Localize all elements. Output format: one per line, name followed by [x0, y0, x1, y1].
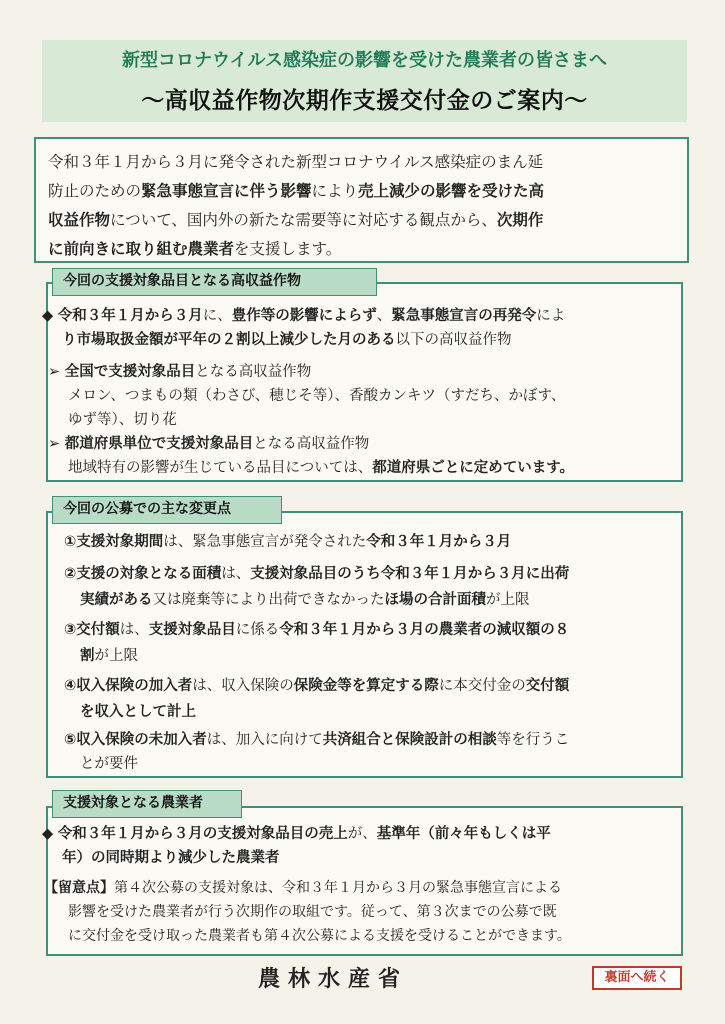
prefectural-items-note: 地域特有の影響が生じている品目については、都道府県ごとに定めています。: [68, 460, 575, 476]
intro-line-1: 令和３年１月から３月に発令された新型コロナウイルス感染症のまん延: [48, 153, 544, 171]
changes-section: [46, 511, 683, 778]
eligible-farmers-condition: ◆ 令和３年１月から３月の支援対象品目の売上が、基準年（前々年もしくは平: [42, 826, 551, 842]
prefectural-items: ➢ 都道府県単位で支援対象品目となる高収益作物: [48, 436, 370, 452]
change-item-4-cont: を収入として計上: [80, 704, 196, 720]
eligible-farmers-section: [42, 806, 683, 956]
header-title: ～高収益作物次期作支援交付金のご案内～: [141, 88, 588, 114]
eligible-farmers-title: 支援対象となる農業者: [52, 790, 242, 818]
arrow-icon: ➢: [48, 436, 61, 452]
intro-line-4: に前向きに取り組む農業者を支援します。: [48, 240, 342, 258]
intro-line-2: 防止のための緊急事態宣言に伴う影響により売上減少の影響を受けた高: [48, 182, 545, 200]
target-crops-condition-2: り市場取扱金額が平年の２割以上減少した月のある以下の高収益作物: [62, 332, 512, 348]
target-crops-condition: ◆ 令和３年１月から３月に、豊作等の影響によらず、緊急事態宣言の再発令によ: [42, 308, 566, 324]
note-line-3: に交付金を受け取った農業者も第４次公募による支援を受けることができます。: [68, 928, 571, 944]
header-subtitle: 新型コロナウイルス感染症の影響を受けた農業者の皆さまへ: [122, 50, 607, 71]
change-item-1: ①支援対象期間は、緊急事態宣言が発令された令和３年１月から３月: [64, 534, 512, 550]
eligible-farmers-condition-2: 年）の同時期より減少した農業者: [62, 850, 280, 866]
changes-title: 今回の公募での主な変更点: [52, 496, 282, 524]
change-item-3: ③交付額は、支援対象品目に係る令和３年１月から３月の農業者の減収額の８: [64, 622, 570, 638]
nationwide-items-list-2: ゆず等）、切り花: [68, 412, 177, 428]
arrow-icon: ➢: [48, 364, 61, 380]
change-item-2-cont: 実績がある又は廃棄等により出荷できなかったほ場の合計面積が上限: [80, 592, 530, 608]
note-line-2: 影響を受けた農業者が行う次期作の取組です。従って、第３次までの公募で既: [68, 904, 557, 920]
target-crops-section: [42, 282, 683, 482]
ministry-name: 農林水産省: [258, 967, 409, 992]
change-item-4: ④収入保険の加入者は、収入保険の保険金等を算定する際に本交付金の交付額: [64, 678, 570, 694]
header-banner: [42, 40, 687, 122]
note-line-1: 【留意点】第４次公募の支援対象は、令和３年１月から３月の緊急事態宣言による: [44, 880, 562, 896]
nationwide-items: ➢ 全国で支援対象品目となる高収益作物: [48, 364, 312, 380]
change-item-5-cont: とが要件: [80, 756, 138, 772]
continue-on-back-badge: 裏面へ続く: [592, 966, 682, 990]
change-item-3-cont: 割が上限: [80, 648, 138, 664]
target-crops-title: 今回の支援対象品目となる高収益作物: [52, 268, 377, 296]
intro-line-3: 収益作物について、国内外の新たな需要等に対応する観点から、次期作: [48, 211, 544, 229]
change-item-5: ⑤収入保険の未加入者は、加入に向けて共済組合と保険設計の相談等を行うこ: [64, 732, 570, 748]
change-item-2: ②支援の対象となる面積は、支援対象品目のうち令和３年１月から３月に出荷: [64, 566, 570, 582]
intro-box: [34, 137, 689, 263]
nationwide-items-list: メロン、つまもの類（わさび、穂じそ等）、香酸カンキツ（すだち、かぼす、: [68, 388, 566, 404]
